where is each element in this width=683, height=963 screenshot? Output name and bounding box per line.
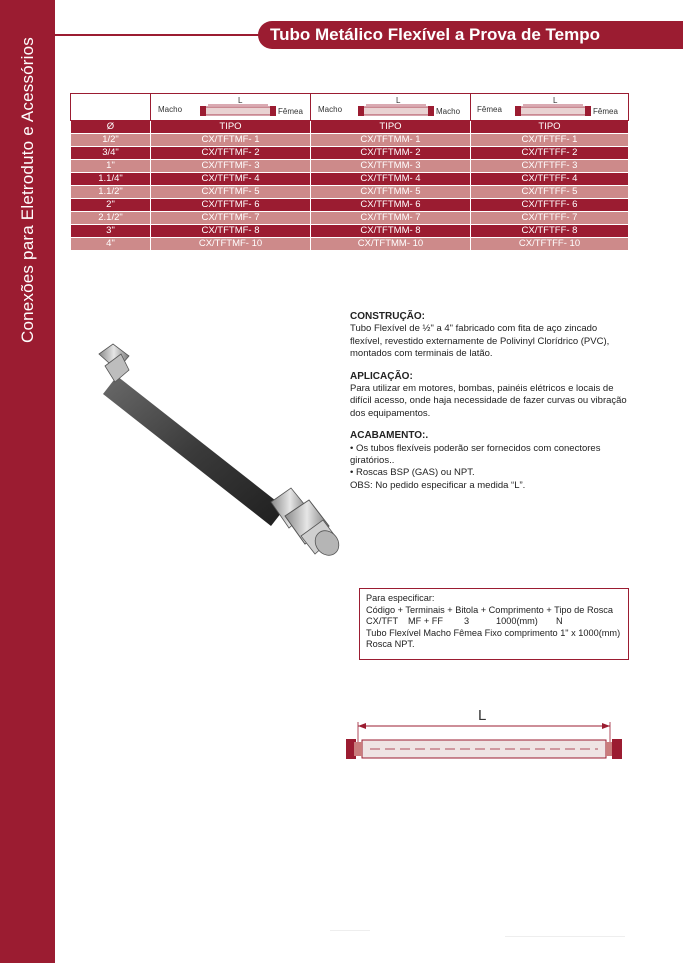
table-cell: CX/TFTMM- 2	[311, 147, 471, 160]
specification-box	[359, 588, 629, 660]
table-cell: CX/TFTMF- 6	[151, 199, 311, 212]
spec-example-row	[366, 616, 622, 628]
table-cell: CX/TFTMM- 4	[311, 173, 471, 186]
obs-text: OBS: No pedido especificar a medida “L”.	[350, 479, 526, 491]
table-cell: CX/TFTFF- 5	[471, 186, 629, 199]
table-cell: CX/TFTFF- 1	[471, 134, 629, 147]
diagram-left-label: Macho	[317, 105, 342, 114]
spec-description: Tubo Flexível Macho Fêmea Fixo comprimento 1" x 1000(mm)	[366, 627, 621, 638]
table-cell: CX/TFTMF- 2	[151, 147, 311, 160]
diagram-right-label: Fêmea	[592, 107, 618, 116]
diagram-cell	[151, 94, 311, 121]
header-tipo: TIPO	[151, 121, 311, 134]
table-cell: 3/4"	[71, 147, 151, 160]
table-row	[71, 212, 629, 225]
table-cell: CX/TFTFF- 10	[471, 238, 629, 251]
footer-mark	[505, 936, 625, 937]
table-cell: CX/TFTMF- 10	[151, 238, 311, 251]
table-cell: CX/TFTMF- 8	[151, 225, 311, 238]
table-cell: CX/TFTMM- 1	[311, 134, 471, 147]
table-cell: CX/TFTMM- 7	[311, 212, 471, 225]
table-cell: 1.1/4"	[71, 173, 151, 186]
table-cell: CX/TFTMF- 3	[151, 160, 311, 173]
diagram-mid-label: L	[237, 96, 242, 105]
table-cell: CX/TFTFF- 8	[471, 225, 629, 238]
table-row	[71, 160, 629, 173]
footer-mark	[330, 930, 370, 931]
table-row	[71, 225, 629, 238]
spec-formula: Código + Terminais + Bitola + Comprimento + Tipo de Rosca	[366, 604, 613, 615]
table-cell: 3"	[71, 225, 151, 238]
diagram-cell	[471, 94, 629, 121]
table-cell: CX/TFTMM- 8	[311, 225, 471, 238]
diagram-left-label: Fêmea	[476, 105, 502, 114]
spec-example-length: 1000(mm)	[496, 616, 538, 627]
table-cell: 1.1/2"	[71, 186, 151, 199]
table-cell: CX/TFTMF- 5	[151, 186, 311, 199]
product-info	[350, 311, 630, 492]
table-row	[71, 173, 629, 186]
table-cell: CX/TFTMM- 6	[311, 199, 471, 212]
table-cell: CX/TFTMF- 1	[151, 134, 311, 147]
spec-example-gauge: 3	[464, 616, 470, 627]
pipe-mm-icon	[316, 95, 466, 119]
spec-example-thread: N	[556, 616, 563, 627]
table-cell: 2"	[71, 199, 151, 212]
table-row	[71, 134, 629, 147]
construcao-text: Tubo Flexível de ½" a 4" fabricado com fita de aço zincado flexível, revestido externamente de Polivinyl Clorídrico (PVC), montados com terminais de latão.	[350, 323, 610, 360]
pipe-ff-icon	[475, 95, 625, 119]
table-cell: CX/TFTMM- 3	[311, 160, 471, 173]
diagram-empty-cell	[71, 94, 151, 121]
table-cell: CX/TFTFF- 2	[471, 147, 629, 160]
table-cell: 1"	[71, 160, 151, 173]
sidebar-label: Conexões para Eletroduto e Acessórios	[18, 36, 37, 344]
spec-example-terminals: MF + FF	[408, 616, 443, 627]
acabamento-item: • Roscas BSP (GAS) ou NPT.	[350, 467, 475, 479]
table-cell: CX/TFTFF- 3	[471, 160, 629, 173]
table-cell: CX/TFTMF- 4	[151, 173, 311, 186]
page-title: Tubo Metálico Flexível a Prova de Tempo	[258, 21, 683, 49]
length-label: L	[478, 707, 487, 724]
table-cell: 1/2"	[71, 134, 151, 147]
diagram-mid-label: L	[395, 96, 400, 105]
acabamento-item: • Os tubos flexíveis poderão ser fornecidos com conectores giratórios..	[350, 442, 601, 467]
header-tipo: TIPO	[471, 121, 629, 134]
aplicacao-title: APLICAÇÃO:	[350, 370, 413, 382]
table-row	[71, 147, 629, 160]
table-cell: 2.1/2"	[71, 212, 151, 225]
spec-table	[70, 93, 629, 251]
header-diameter: Ø	[71, 121, 151, 134]
diagram-mid-label: L	[552, 96, 557, 105]
diagram-right-label: Fêmea	[277, 107, 303, 116]
table-row	[71, 238, 629, 251]
table-row	[71, 199, 629, 212]
table-cell: CX/TFTFF- 7	[471, 212, 629, 225]
spec-description: Rosca NPT.	[366, 639, 415, 650]
table-cell: CX/TFTMM- 10	[311, 238, 471, 251]
spec-example-code: CX/TFT	[366, 616, 399, 627]
table-header-row	[71, 121, 629, 134]
table-row	[71, 186, 629, 199]
header-tipo: TIPO	[311, 121, 471, 134]
construcao-title: CONSTRUÇÃO:	[350, 311, 425, 322]
diagram-cell	[311, 94, 471, 121]
sidebar	[0, 0, 55, 963]
pipe-mf-icon	[156, 95, 306, 119]
acabamento-title: ACABAMENTO:.	[350, 430, 429, 442]
aplicacao-text: Para utilizar em motores, bombas, painéis elétricos e locais de difícil acesso, onde haja necessidade de fazer curvas ou vibração dos equipamentos.	[350, 383, 627, 419]
table-cell: CX/TFTMF- 7	[151, 212, 311, 225]
diagram-row	[71, 94, 629, 121]
diagram-right-label: Macho	[435, 107, 460, 116]
table-cell: CX/TFTMM- 5	[311, 186, 471, 199]
diagram-left-label: Macho	[157, 105, 182, 114]
flexible-conduit-image	[95, 340, 355, 580]
length-diagram	[340, 700, 630, 780]
spec-title: Para especificar:	[366, 593, 435, 603]
table-cell: 4"	[71, 238, 151, 251]
table-cell: CX/TFTFF- 6	[471, 199, 629, 212]
table-cell: CX/TFTFF- 4	[471, 173, 629, 186]
